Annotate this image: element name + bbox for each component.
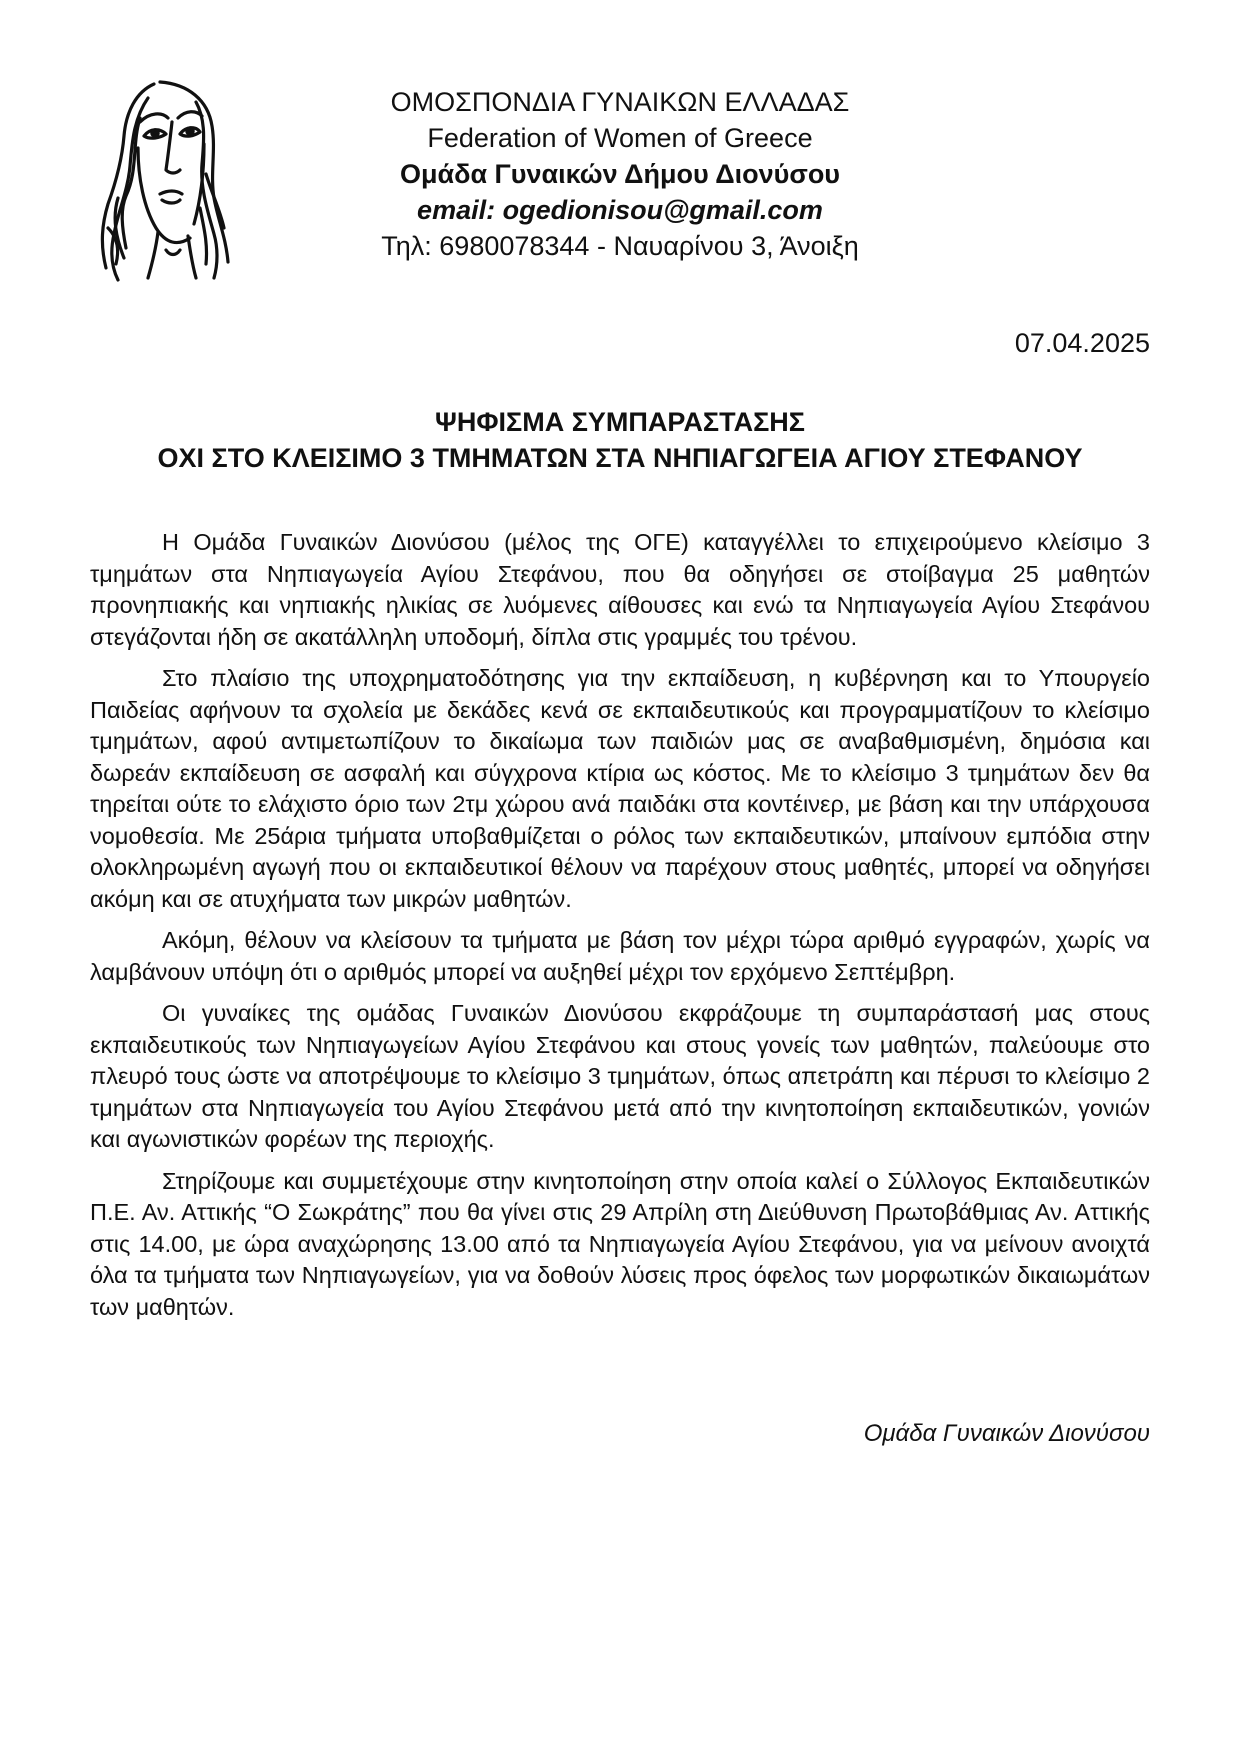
document-body <box>90 527 1150 1333</box>
document-date: 07.04.2025 <box>1014 328 1150 358</box>
title-line-2: ΟΧΙ ΣΤΟ ΚΛΕΙΣΙΜΟ 3 ΤΜΗΜΑΤΩΝ ΣΤΑ ΝΗΠΙΑΓΩΓΕΙΑ ΑΓΙΟΥ ΣΤΕΦΑΝΟΥ <box>157 443 1083 473</box>
org-name-english: Federation of Women of Greece <box>427 123 813 153</box>
body-paragraph: Στο πλαίσιο της υποχρηματοδότησης για την εκπαίδευση, η κυβέρνηση και το Υπουργείο Παιδείας αφήνουν τα σχολεία με δεκάδες κενά σε εκπαιδευτικούς και προγραμματίζουν το κλείσιμο τμημάτων, αφού αντιμετωπίζουν το δικαίωμα των παιδιών μας σε αναβαθμισμένη, δημόσια και δωρεάν εκπαίδευση σε ασφαλή και σύγχρονα κτίρια ως κόστος. Με το κλείσιμο 3 τμημάτων δεν θα τηρείται ούτε το ελάχιστο όριο των 2τμ χώρου ανά παιδάκι στα κοντέινερ, με βάση και την υπάρχουσα νομοθεσία. Με 25άρια τμήματα υποβαθμίζεται ο ρόλος των εκπαιδευτικών, μπαίνουν εμπόδια στην ολοκληρωμένη αγωγή που οι εκπαιδευτικοί θέλουν να παρέχουν στους μαθητές, μπορεί να οδηγήσει ακόμη και σε ατυχήματα των μικρών μαθητών. <box>90 665 1150 912</box>
document-title <box>90 404 1150 476</box>
email-address: email: ogedionisou@gmail.com <box>417 195 823 225</box>
body-paragraph: Στηρίζουμε και συμμετέχουμε στην κινητοποίηση στην οποία καλεί ο Σύλλογος Εκπαιδευτικών Π.Ε. Αν. Αττικής “Ο Σωκράτης” που θα γίνει στις 29 Απρίλη στη Διεύθυνση Πρωτοβάθμιας Αν. Αττικής στις 14.00, με ώρα αναχώρησης 13.00 από τα Νηπιαγωγεία Αγίου Στεφάνου, για να μείνουν ανοιχτά όλα τα τμήματα των Νηπιαγωγείων, για να δοθούν λύσεις προς όφελος των μορφωτικών δικαιωμάτων των μαθητών. <box>90 1167 1150 1320</box>
woman-face-logo-icon <box>96 78 236 284</box>
organization-header <box>290 84 950 264</box>
contact-phone-address: Τηλ: 6980078344 - Ναυαρίνου 3, Άνοιξη <box>381 231 859 261</box>
body-paragraph: Οι γυναίκες της ομάδας Γυναικών Διονύσου εκφράζουμε τη συμπαράστασή μας στους εκπαιδευτικούς των Νηπιαγωγείων Αγίου Στεφάνου και στους γονείς των μαθητών, παλεύουμε στο πλευρό τους ώστε να αποτρέψουμε το κλείσιμο 3 τμημάτων, όπως απετράπη και πέρυσι το κλείσιμο 2 τμημάτων στα Νηπιαγωγεία του Αγίου Στεφάνου μετά από την κινητοποίηση εκπαιδευτικών, γονιών και αγωνιστικών φορέων της περιοχής. <box>90 1000 1150 1152</box>
signature: Ομάδα Γυναικών Διονύσου <box>863 1420 1150 1447</box>
body-paragraph: Η Ομάδα Γυναικών Διονύσου (μέλος της ΟΓΕ) καταγγέλλει το επιχειρούμενο κλείσιμο 3 τμημάτων στα Νηπιαγωγεία Αγίου Στεφάνου, που θα οδηγήσει σε στοίβαγμα 25 μαθητών προνηπιακής και νηπιακής ηλικίας σε λυόμενες αίθουσες και ενώ τα Νηπιαγωγεία Αγίου Στεφάνου στεγάζονται ήδη σε ακατάλληλη υποδομή, δίπλα στις γραμμές του τρένου. <box>90 529 1150 650</box>
body-paragraph: Ακόμη, θέλουν να κλείσουν τα τμήματα με βάση τον μέχρι τώρα αριθμό εγγραφών, χωρίς να λαμβάνουν υπόψη ότι ο αριθμός μπορεί να αυξηθεί μέχρι τον ερχόμενο Σεπτέμβρη. <box>90 927 1150 985</box>
org-name-greek: ΟΜΟΣΠΟΝΔΙΑ ΓΥΝΑΙΚΩΝ ΕΛΛΑΔΑΣ <box>390 87 850 117</box>
group-name: Ομάδα Γυναικών Δήμου Διονύσου <box>399 159 841 189</box>
title-line-1: ΨΗΦΙΣΜΑ ΣΥΜΠΑΡΑΣΤΑΣΗΣ <box>435 407 805 437</box>
